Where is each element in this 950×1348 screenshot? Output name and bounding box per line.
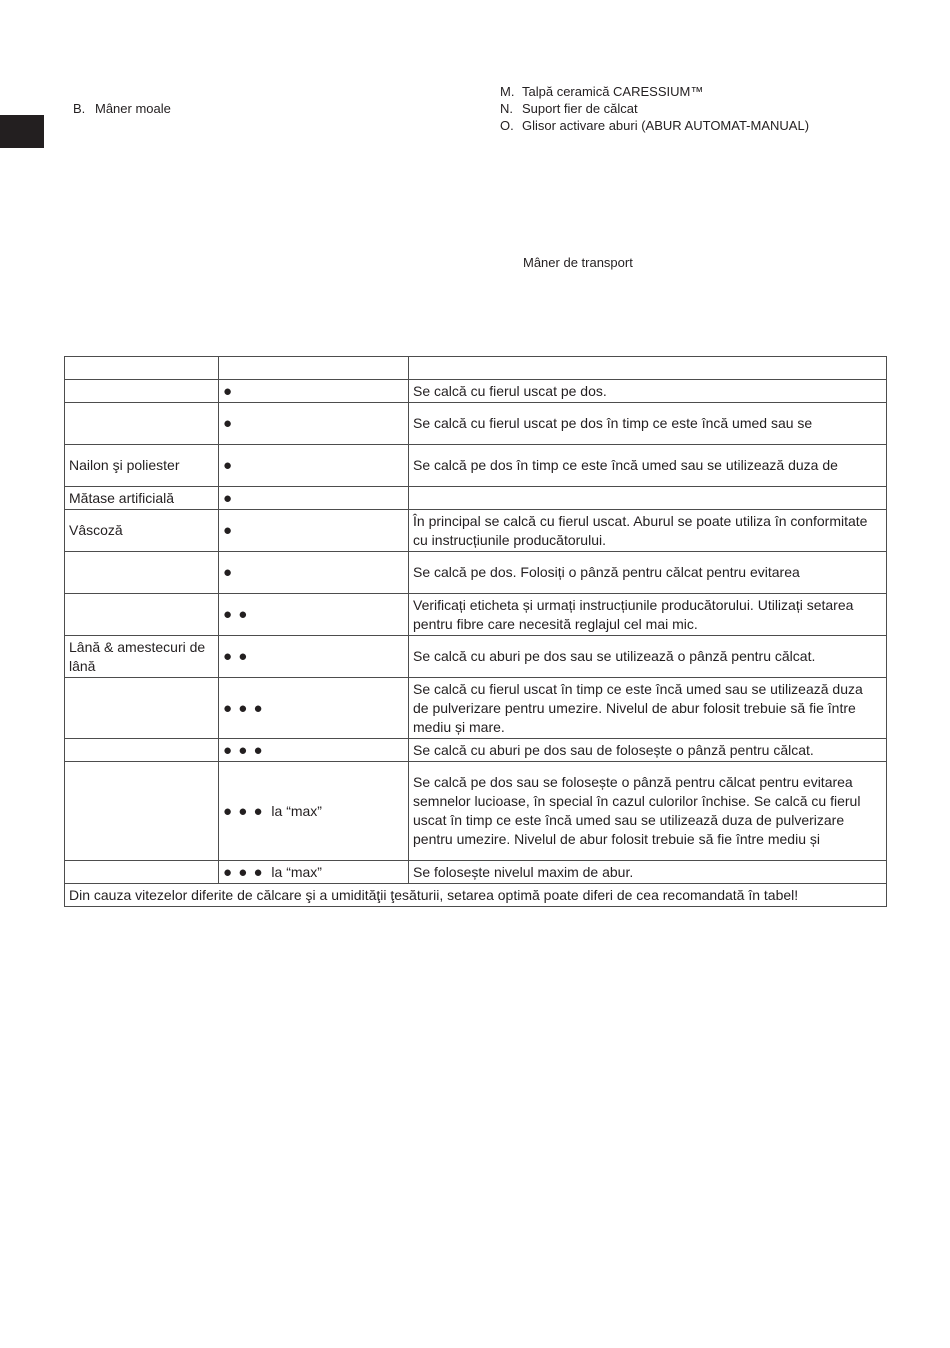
description-cell: Verificați eticheta și urmați instrucțiunile producătorului. Utilizați setarea pentru fibre care necesită reglajul cel mai mic. (409, 594, 887, 636)
transport-handle-label: Mâner de transport (523, 255, 633, 270)
table-row (65, 762, 887, 861)
setting-cell: ● (219, 445, 409, 487)
description-cell: Se calcă pe dos. Folosiți o pânză pentru călcat pentru evitarea (409, 552, 887, 594)
description-cell: Se calcă cu fierul uscat în timp ce este încă umed sau se utilizează duza de pulverizare pentru umezire. Nivelul de abur folosit trebuie să fie între mediu și mare. (409, 678, 887, 739)
header-cell-description (409, 357, 887, 380)
table-row (65, 445, 887, 487)
part-label: Mâner moale (95, 101, 171, 116)
setting-cell: ● (219, 510, 409, 552)
table-header-row (65, 357, 887, 380)
fabric-cell: Vâscoză (65, 510, 219, 552)
description-cell: Se folosește nivelul maxim de abur. (409, 861, 887, 884)
table-row (65, 594, 887, 636)
setting-note: la “max” (271, 802, 322, 819)
part-label: Suport fier de călcat (522, 101, 638, 116)
part-item-b (73, 100, 171, 117)
fabric-cell (65, 739, 219, 762)
part-item-n (500, 100, 638, 117)
setting-cell: ● (219, 403, 409, 445)
setting-cell: ● (219, 487, 409, 510)
fabric-ironing-table (64, 356, 887, 907)
header-cell-setting (219, 357, 409, 380)
fabric-cell (65, 552, 219, 594)
fabric-cell (65, 594, 219, 636)
description-cell: În principal se calcă cu fierul uscat. Aburul se poate utiliza în conformitate cu instrucțiunile producătorului. (409, 510, 887, 552)
fabric-cell (65, 403, 219, 445)
table-row (65, 510, 887, 552)
part-letter: M. (500, 84, 515, 99)
fabric-cell (65, 762, 219, 861)
setting-cell (219, 762, 409, 861)
description-cell: Se calcă cu aburi pe dos sau se utilizează o pânză pentru călcat. (409, 636, 887, 678)
setting-cell: ● ● (219, 594, 409, 636)
description-cell (409, 487, 887, 510)
fabric-cell: Lână & amestecuri de lână (65, 636, 219, 678)
fabric-cell (65, 678, 219, 739)
table-row (65, 380, 887, 403)
part-item-o (500, 117, 809, 134)
description-cell: Se calcă pe dos sau se folosește o pânză pentru călcat pentru evitarea semnelor lucioase, în special în cazul culorilor închise. Se calcă cu fierul uscat în timp ce este încă umed sau se utilizează duza de pulverizare pentru umezire. Nivelul de abur folosit trebuie să fie între mediu și (409, 762, 887, 861)
part-label: Talpă ceramică CARESSIUM™ (522, 84, 704, 99)
part-item-m (500, 83, 703, 100)
setting-cell: ● ● ● (219, 739, 409, 762)
table-row (65, 861, 887, 884)
setting-cell (219, 861, 409, 884)
fabric-cell (65, 380, 219, 403)
fabric-cell: Mătase artificială (65, 487, 219, 510)
setting-cell: ● ● (219, 636, 409, 678)
setting-cell: ● ● ● (219, 678, 409, 739)
fabric-cell (65, 861, 219, 884)
part-letter: B. (73, 101, 86, 116)
table-row (65, 678, 887, 739)
table-row (65, 487, 887, 510)
table-row (65, 636, 887, 678)
table-footnote: Din cauza vitezelor diferite de călcare şi a umidităţii ţesăturii, setarea optimă poate diferi de cea recomandată în tabel! (65, 884, 887, 907)
description-cell: Se calcă cu fierul uscat pe dos. (409, 380, 887, 403)
fabric-cell: Nailon şi poliester (65, 445, 219, 487)
part-letter: O. (500, 118, 514, 133)
table-row (65, 739, 887, 762)
setting-cell: ● (219, 552, 409, 594)
header-cell-fabric (65, 357, 219, 380)
table-footer-row (65, 884, 887, 907)
table-row (65, 552, 887, 594)
setting-cell: ● (219, 380, 409, 403)
table-row (65, 403, 887, 445)
description-cell: Se calcă pe dos în timp ce este încă umed sau se utilizează duza de (409, 445, 887, 487)
language-tab-marker (0, 115, 44, 148)
part-letter: N. (500, 101, 513, 116)
steam-level-dots: ● ● ● (223, 863, 264, 881)
steam-level-dots: ● ● ● (223, 802, 264, 820)
setting-note: la “max” (271, 863, 322, 880)
description-cell: Se calcă cu fierul uscat pe dos în timp ce este încă umed sau se (409, 403, 887, 445)
part-label: Glisor activare aburi (ABUR AUTOMAT-MANUAL) (522, 118, 810, 133)
description-cell: Se calcă cu aburi pe dos sau de folosește o pânză pentru călcat. (409, 739, 887, 762)
